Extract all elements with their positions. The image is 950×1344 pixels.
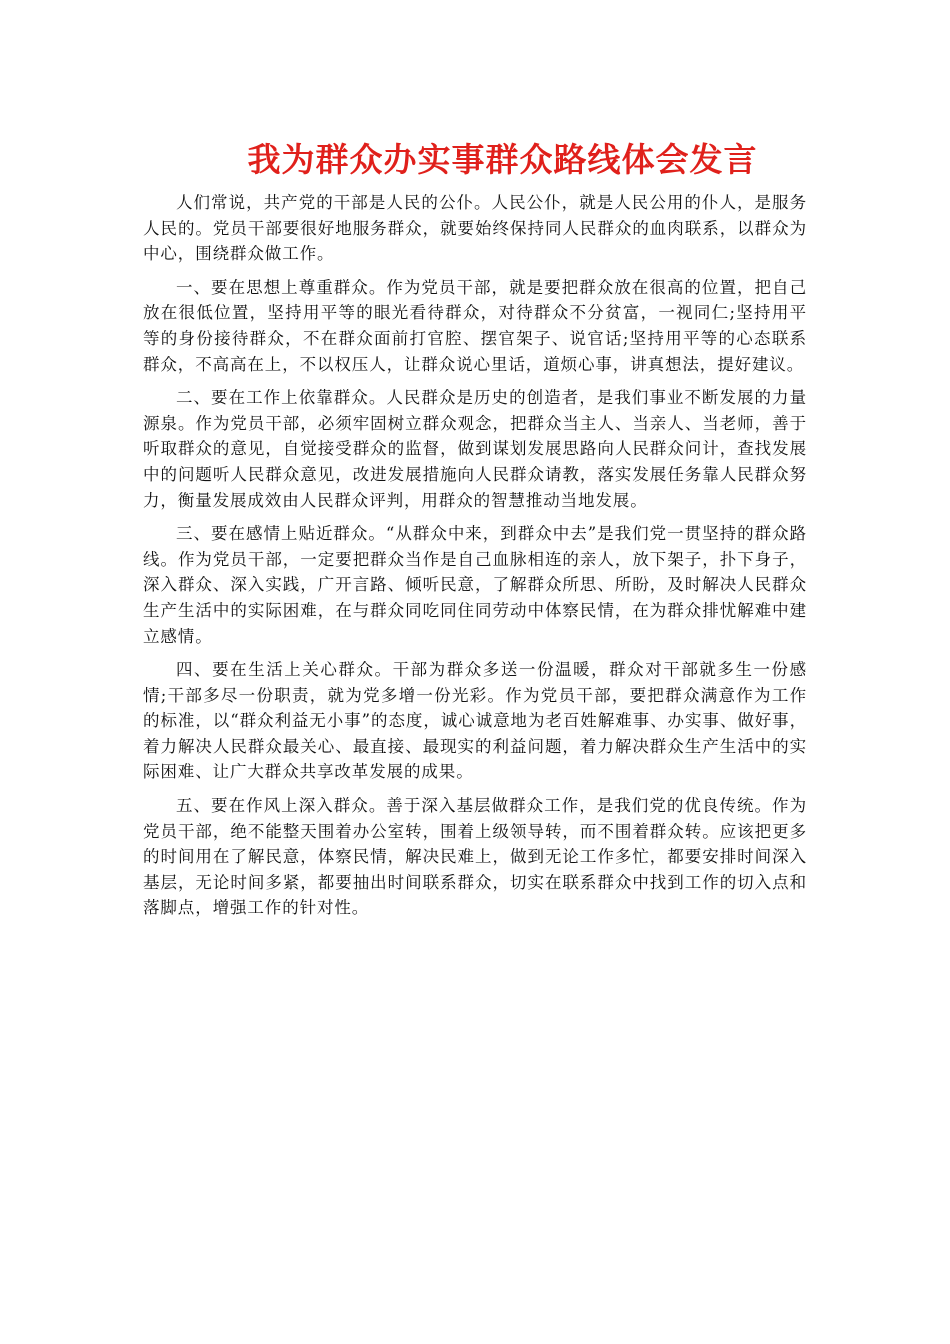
- paragraph-point-1: 一、要在思想上尊重群众。作为党员干部，就是要把群众放在很高的位置，把自己放在很低位置，坚持用平等的眼光看待群众，对待群众不分贫富，一视同仁;坚持用平等的身份接待群众，不在群众面前打官腔、摆官架子、说官话;坚持用平等的心态联系群众，不高高在上，不以权压人，让群众说心里话，道烦心事，讲真想法，提好建议。: [143, 277, 807, 374]
- paragraph-point-4: 四、要在生活上关心群众。干部为群众多送一份温暖，群众对干部就多生一份感情;干部多尽一份职责，就为党多增一份光彩。作为党员干部，要把群众满意作为工作的标准，以“群众利益无小事”的态度，诚心诚意地为老百姓解难事、办实事、做好事，着力解决人民群众最关心、最直接、最现实的利益问题，着力解决群众生产生活中的实际困难、让广大群众共享改革发展的成果。: [143, 660, 807, 782]
- paragraph-point-5: 五、要在作风上深入群众。善于深入基层做群众工作，是我们党的优良传统。作为党员干部，绝不能整天围着办公室转，围着上级领导转，而不围着群众转。应该把更多的时间用在了解民意，体察民情，解决民难上，做到无论工作多忙，都要安排时间深入基层，无论时间多紧，都要抽出时间联系群众，切实在联系群众中找到工作的切入点和落脚点，增强工作的针对性。: [143, 796, 807, 918]
- paragraph-point-2: 二、要在工作上依靠群众。人民群众是历史的创造者，是我们事业不断发展的力量源泉。作为党员干部，必须牢固树立群众观念，把群众当主人、当亲人、当老师，善于听取群众的意见，自觉接受群众的监督，做到谋划发展思路向人民群众问计，查找发展中的问题听人民群众意见，改进发展措施向人民群众请教，落实发展任务靠人民群众努力，衡量发展成效由人民群众评判，用群众的智慧推动当地发展。: [143, 388, 807, 510]
- document-title: 我为群众办实事群众路线体会发言: [247, 140, 758, 179]
- paragraph-point-3: 三、要在感情上贴近群众。“从群众中来，到群众中去”是我们党一贯坚持的群众路线。作为党员干部，一定要把群众当作是自己血脉相连的亲人，放下架子，扑下身子，深入群众、深入实践，广开言路、倾听民意，了解群众所思、所盼，及时解决人民群众生产生活中的实际困难，在与群众同吃同住同劳动中体察民情，在为群众排忧解难中建立感情。: [143, 524, 807, 646]
- paragraph-intro: 人们常说，共产党的干部是人民的公仆。人民公仆，就是人民公用的仆人，是服务人民的。党员干部要很好地服务群众，就要始终保持同人民群众的血肉联系，以群众为中心，围绕群众做工作。: [143, 193, 807, 264]
- document-body: [143, 190, 807, 929]
